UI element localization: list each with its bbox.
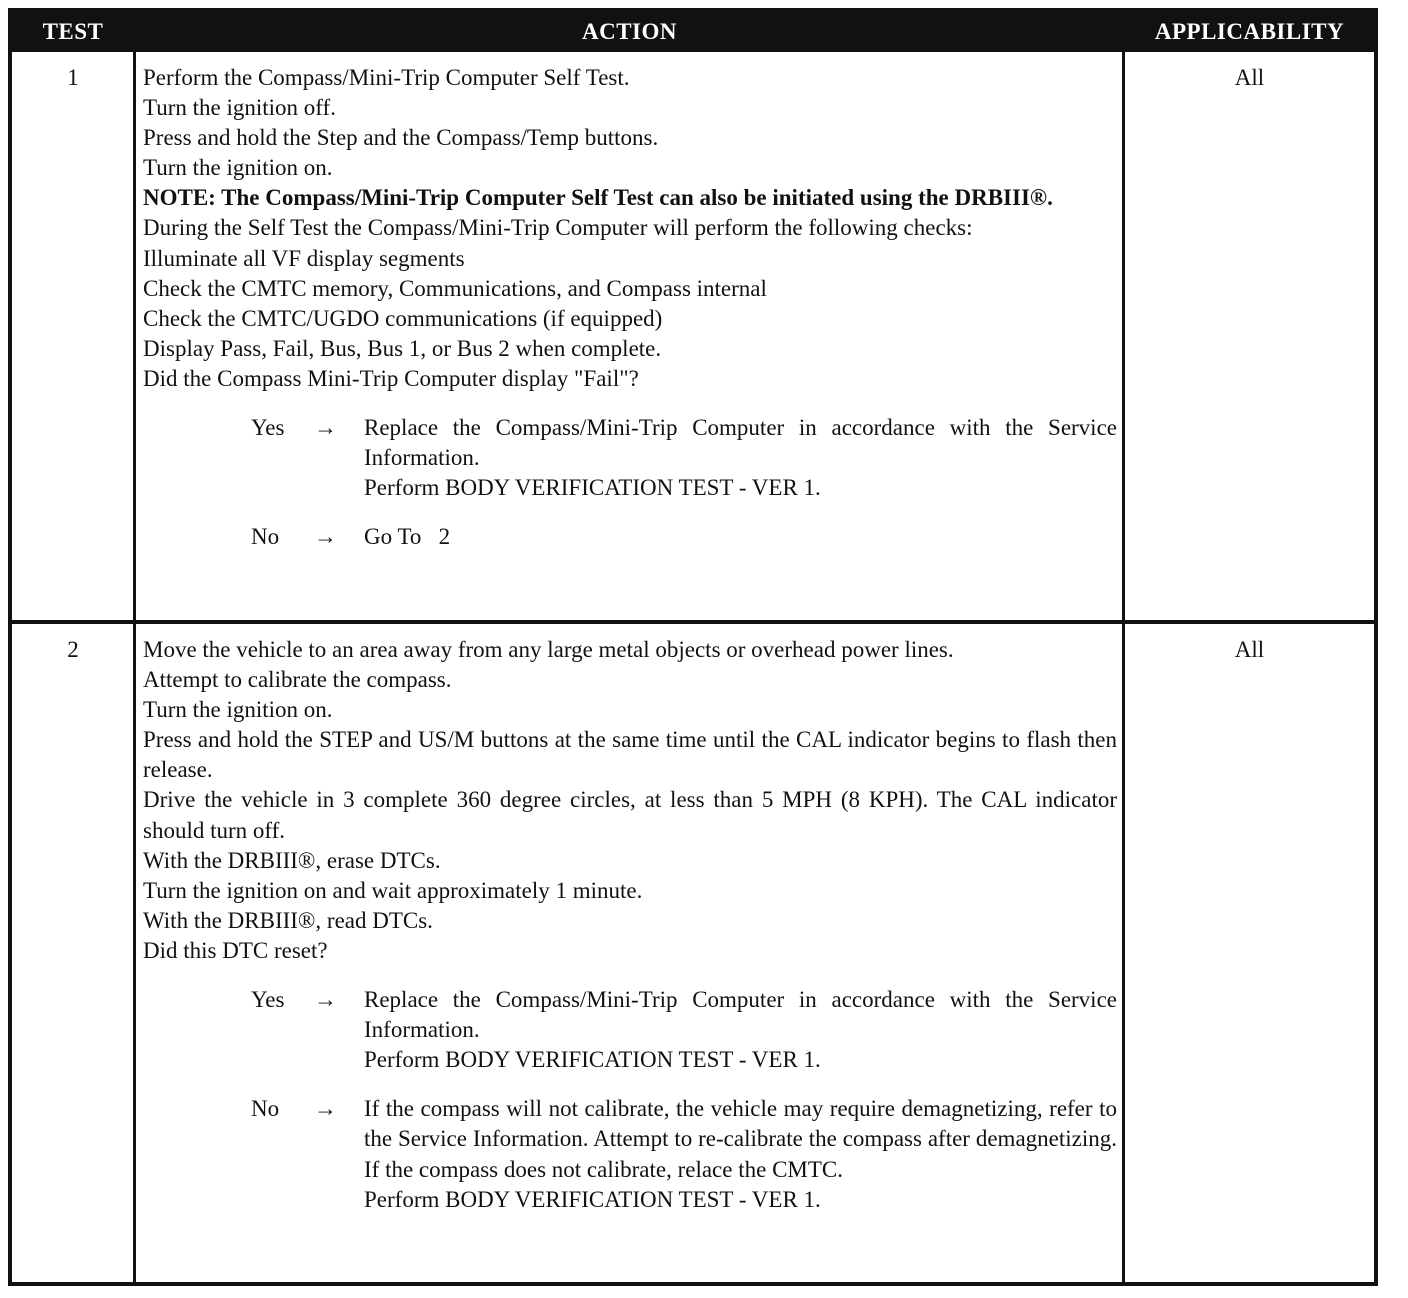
diagnostic-table — [8, 8, 1378, 1286]
action-line: Turn the ignition on and wait approximately 1 minute. — [143, 877, 643, 903]
no-text: Go To 2 — [364, 524, 451, 550]
action-line: Press and hold the STEP and US/M buttons at the same time until the CAL indicator begins to flash then release. — [143, 727, 1117, 783]
header-test: TEST — [42, 19, 104, 44]
action-line: Turn the ignition off. — [143, 95, 336, 121]
action-line: Did the Compass Mini-Trip Computer display "Fail"? — [143, 365, 639, 391]
row-divider — [12, 620, 1374, 624]
applicability-value: All — [1234, 65, 1265, 90]
arrow-icon: → — [314, 415, 337, 441]
no-label: No — [251, 1096, 280, 1122]
action-line: Display Pass, Fail, Bus, Bus 1, or Bus 2 when complete. — [143, 335, 662, 361]
no-text-2: Perform BODY VERIFICATION TEST - VER 1. — [364, 1186, 821, 1212]
test-number: 2 — [67, 637, 79, 662]
header-applicability: APPLICABILITY — [1154, 19, 1345, 44]
action-line: Move the vehicle to an area away from any large metal objects or overhead power lines. — [143, 637, 954, 662]
action-line: With the DRBIII®, erase DTCs. — [143, 847, 441, 873]
action-line: Turn the ignition on. — [143, 155, 333, 181]
no-branch — [143, 522, 1117, 552]
action-line: Did this DTC reset? — [143, 937, 328, 963]
action-line: Check the CMTC/UGDO communications (if equipped) — [143, 305, 663, 331]
applicability-value: All — [1234, 637, 1265, 662]
test-1-action — [143, 63, 1117, 552]
yes-text-2: Perform BODY VERIFICATION TEST - VER 1. — [364, 475, 821, 501]
action-line: Drive the vehicle in 3 complete 360 degree circles, at less than 5 MPH (8 KPH). The CAL indicator should turn off. — [143, 787, 1117, 843]
yes-label: Yes — [251, 987, 285, 1013]
note: NOTE: The Compass/Mini-Trip Computer Self Test can also be initiated using the DRBIII®. — [143, 185, 1053, 211]
no-text: If the compass will not calibrate, the vehicle may require demagnetizing, refer to the Service Information. Attempt to re-calibrate the compass after demagnetizing. If the compass does not calibrate, relace the CMTC. — [364, 1096, 1117, 1182]
action-line: Perform the Compass/Mini-Trip Computer Self Test. — [143, 65, 630, 90]
column-divider — [133, 52, 136, 1282]
yes-text: Replace the Compass/Mini-Trip Computer in accordance with the Service Information. — [364, 987, 1117, 1043]
yes-branch — [143, 413, 1117, 503]
no-label: No — [251, 524, 280, 550]
action-line: Illuminate all VF display segments — [143, 245, 465, 271]
header-action: ACTION — [581, 19, 677, 44]
action-line: Check the CMTC memory, Communications, and Compass internal — [143, 275, 767, 301]
yes-branch — [143, 985, 1117, 1075]
yes-text: Replace the Compass/Mini-Trip Computer in accordance with the Service Information. — [364, 415, 1117, 471]
yes-label: Yes — [251, 415, 285, 441]
test-2-action — [143, 635, 1117, 1215]
action-line: Press and hold the Step and the Compass/Temp buttons. — [143, 125, 659, 151]
action-line: With the DRBIII®, read DTCs. — [143, 907, 433, 933]
action-line: Attempt to calibrate the compass. — [143, 667, 452, 693]
column-divider — [1122, 52, 1125, 1282]
arrow-icon: → — [314, 524, 337, 550]
test-number: 1 — [67, 65, 79, 90]
action-line: Turn the ignition on. — [143, 697, 333, 723]
header-row — [12, 12, 1374, 52]
arrow-icon: → — [314, 987, 337, 1013]
action-line: During the Self Test the Compass/Mini-Trip Computer will perform the following checks: — [143, 215, 973, 241]
no-branch — [143, 1094, 1117, 1214]
arrow-icon: → — [314, 1096, 337, 1122]
yes-text-2: Perform BODY VERIFICATION TEST - VER 1. — [364, 1047, 821, 1073]
